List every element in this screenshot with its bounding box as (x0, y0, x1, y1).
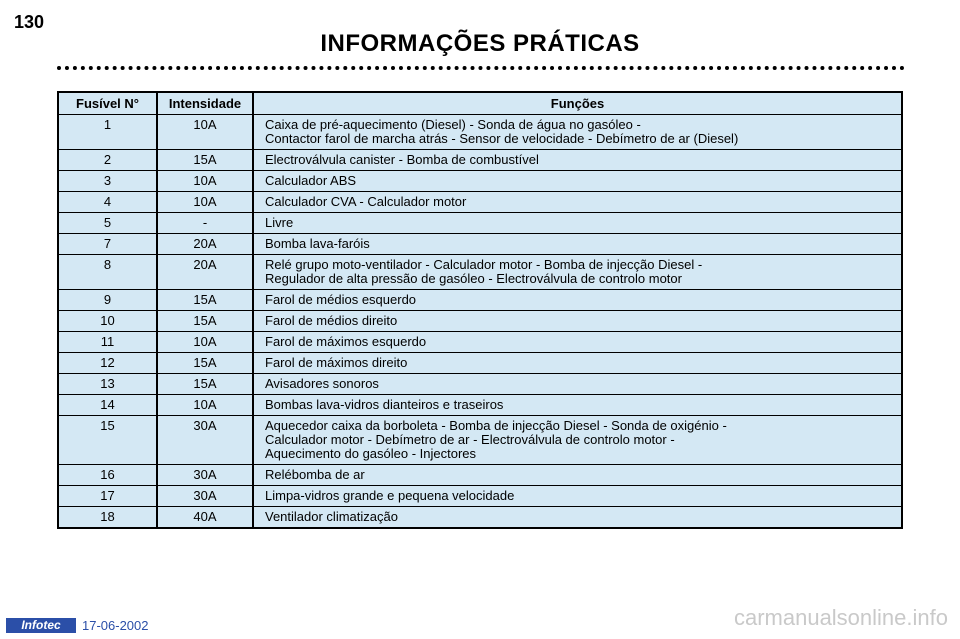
functions-cell (253, 416, 902, 465)
table-row (58, 150, 902, 171)
amperage-cell: 30A (157, 465, 253, 486)
amperage-cell: - (157, 213, 253, 234)
table-row (58, 416, 902, 465)
table-row (58, 255, 902, 290)
fuse-number-cell: 4 (58, 192, 157, 213)
function-line: Regulador de alta pressão de gasóleo - Electroválvula de controlo motor (265, 271, 682, 286)
functions-cell (253, 213, 902, 234)
table-body (58, 115, 902, 529)
functions-cell (253, 395, 902, 416)
table-row (58, 395, 902, 416)
table-row (58, 465, 902, 486)
fuse-number-cell: 9 (58, 290, 157, 311)
function-line: Ventilador climatização (265, 509, 398, 524)
functions-cell (253, 192, 902, 213)
header-fuse-number: Fusível N° (58, 92, 157, 115)
functions-cell (253, 332, 902, 353)
table-header-row (58, 92, 902, 115)
table-row (58, 192, 902, 213)
fuse-number-cell: 8 (58, 255, 157, 290)
footer-date: 17-06-2002 (82, 618, 149, 633)
function-line: Relé grupo moto-ventilador - Calculador motor - Bomba de injecção Diesel - (265, 257, 703, 272)
functions-cell (253, 486, 902, 507)
functions-cell (253, 234, 902, 255)
table-row (58, 234, 902, 255)
functions-cell (253, 115, 902, 150)
table-row (58, 332, 902, 353)
table-row (58, 353, 902, 374)
amperage-cell: 10A (157, 395, 253, 416)
amperage-cell: 20A (157, 234, 253, 255)
fuse-number-cell: 17 (58, 486, 157, 507)
functions-cell (253, 171, 902, 192)
function-line: Livre (265, 215, 294, 230)
fuse-number-cell: 11 (58, 332, 157, 353)
amperage-cell: 10A (157, 171, 253, 192)
fuse-number-cell: 15 (58, 416, 157, 465)
function-line: Farol de máximos direito (265, 355, 408, 370)
amperage-cell: 30A (157, 486, 253, 507)
function-line: Farol de máximos esquerdo (265, 334, 427, 349)
header-amperage: Intensidade (157, 92, 253, 115)
fuse-number-cell: 1 (58, 115, 157, 150)
fuse-number-cell: 13 (58, 374, 157, 395)
infotec-logo: Infotec (6, 618, 76, 633)
amperage-cell: 15A (157, 290, 253, 311)
functions-cell (253, 290, 902, 311)
header-functions: Funções (550, 95, 605, 111)
fuse-number-cell: 14 (58, 395, 157, 416)
table-row (58, 486, 902, 507)
function-line: Calculador CVA - Calculador motor (265, 194, 467, 209)
function-line: Limpa-vidros grande e pequena velocidade (265, 488, 515, 503)
amperage-cell: 10A (157, 332, 253, 353)
table-row (58, 290, 902, 311)
amperage-cell: 15A (157, 353, 253, 374)
amperage-cell: 15A (157, 374, 253, 395)
fuse-table (57, 91, 903, 529)
function-line: Bomba lava-faróis (265, 236, 370, 251)
table-row (58, 213, 902, 234)
fuse-number-cell: 10 (58, 311, 157, 332)
function-line: Electroválvula canister - Bomba de combustível (265, 152, 539, 167)
table-row (58, 171, 902, 192)
watermark: carmanualsonline.info (733, 605, 948, 630)
table-row (58, 311, 902, 332)
amperage-cell: 10A (157, 192, 253, 213)
title-divider (57, 66, 905, 70)
fuse-number-cell: 12 (58, 353, 157, 374)
functions-cell (253, 465, 902, 486)
amperage-cell: 30A (157, 416, 253, 465)
functions-cell (253, 255, 902, 290)
fuse-number-cell: 18 (58, 507, 157, 529)
amperage-cell: 15A (157, 311, 253, 332)
page-number: 130 (14, 12, 45, 32)
function-line: Contactor farol de marcha atrás - Sensor de velocidade - Debímetro de ar (Diesel) (265, 131, 739, 146)
function-line: Relébomba de ar (265, 467, 365, 482)
table-row (58, 374, 902, 395)
functions-cell (253, 507, 902, 529)
function-line: Farol de médios direito (265, 313, 398, 328)
functions-cell (253, 311, 902, 332)
function-line: Aquecedor caixa da borboleta - Bomba de injecção Diesel - Sonda de oxigénio - (265, 418, 727, 433)
fuse-number-cell: 5 (58, 213, 157, 234)
fuse-number-cell: 2 (58, 150, 157, 171)
fuse-number-cell: 7 (58, 234, 157, 255)
table-row (58, 115, 902, 150)
table-row (58, 507, 902, 529)
fuse-number-cell: 16 (58, 465, 157, 486)
amperage-cell: 15A (157, 150, 253, 171)
functions-cell (253, 150, 902, 171)
fuse-number-cell: 3 (58, 171, 157, 192)
amperage-cell: 10A (157, 115, 253, 150)
function-line: Farol de médios esquerdo (265, 292, 417, 307)
page-title: INFORMAÇÕES PRÁTICAS (320, 30, 640, 57)
amperage-cell: 20A (157, 255, 253, 290)
function-line: Calculador ABS (265, 173, 357, 188)
function-line: Caixa de pré-aquecimento (Diesel) - Sonda de água no gasóleo - (265, 117, 641, 132)
function-line: Bombas lava-vidros dianteiros e traseiros (265, 397, 504, 412)
function-line: Avisadores sonoros (265, 376, 379, 391)
function-line: Aquecimento do gasóleo - Injectores (265, 446, 477, 461)
amperage-cell: 40A (157, 507, 253, 529)
function-line: Calculador motor - Debímetro de ar - Electroválvula de controlo motor - (265, 432, 675, 447)
functions-cell (253, 353, 902, 374)
functions-cell (253, 374, 902, 395)
